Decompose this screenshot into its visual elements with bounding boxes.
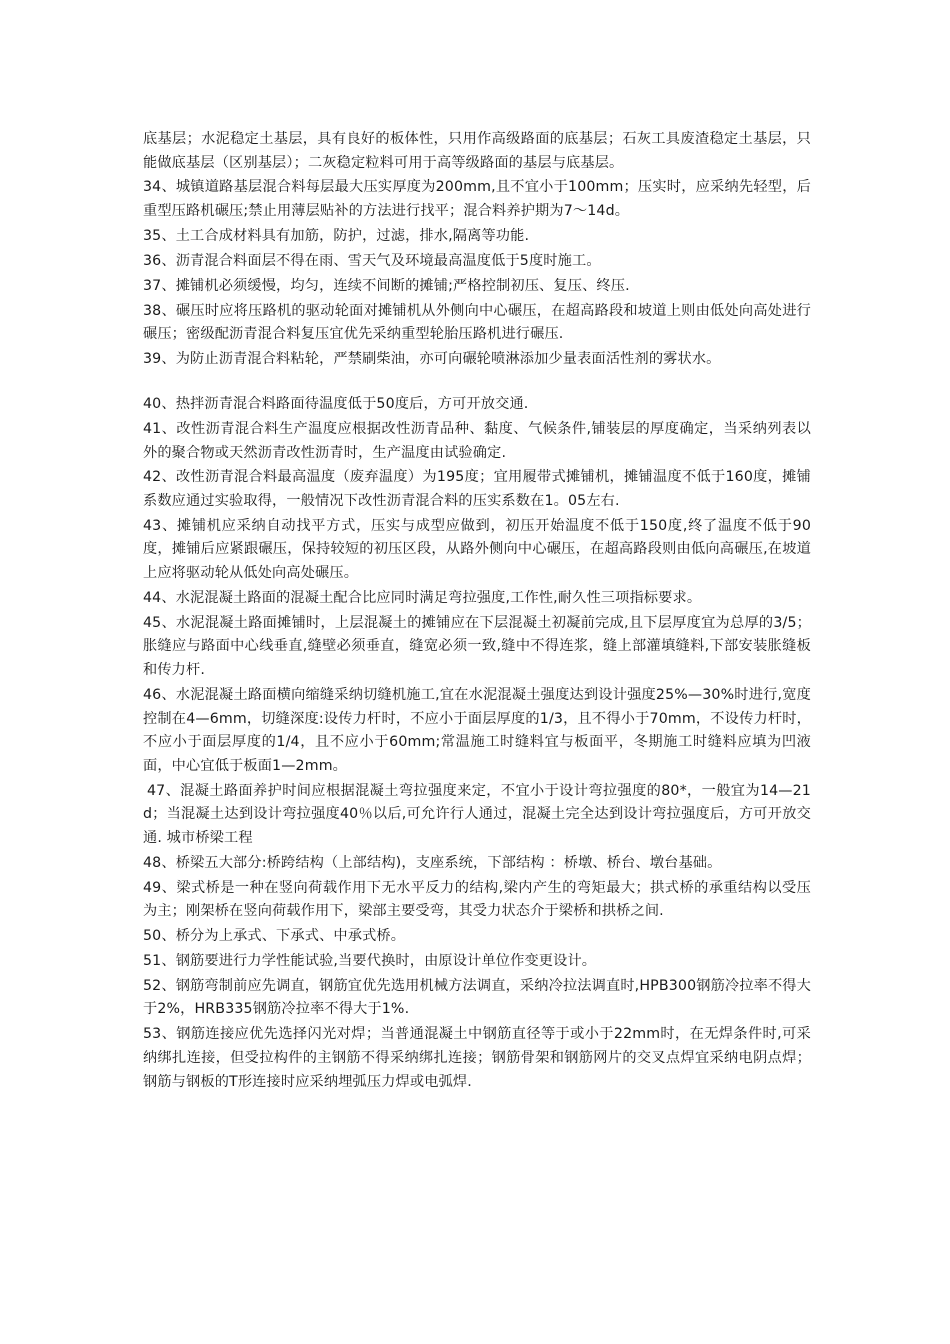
paragraph-item-41: 41、改性沥青混合料生产温度应根据改性沥青品种、黏度、气候条件,铺装层的厚度确定，当采纳列表以外的聚合物或天然沥青改性沥青时，生产温度由试验确定.: [143, 420, 811, 461]
paragraph-item-47: 47、混凝土路面养护时间应根据混凝土弯拉强度来定，不宜小于设计弯拉强度的80*，一般宜为14—21d；当混凝土达到设计弯拉强度40％以后,可允许行人通过，混凝土完全达到设计弯拉强度后，方可开放交通. 城市桥梁工程: [143, 782, 811, 846]
paragraph-item-49: 49、梁式桥是一种在竖向荷载作用下无水平反力的结构,梁内产生的弯矩最大；拱式桥的承重结构以受压为主；刚架桥在竖向荷载作用下，梁部主要受弯，其受力状态介于梁桥和拱桥之间.: [143, 879, 811, 920]
paragraph-item-43: 43、摊铺机应采纳自动找平方式，压实与成型应做到，初压开始温度不低于150度,终了温度不低于90度，摊铺后应紧跟碾压，保持较短的初压区段，从路外侧向中心碾压，在超高路段则由低向高碾压,在坡道上应将驱动轮从低处向高处碾压。: [143, 517, 811, 582]
paragraph-item-45: 45、水泥混凝土路面摊铺时，上层混凝土的摊铺应在下层混凝土初凝前完成,且下层厚度宜为总厚的3/5；胀缝应与路面中心线垂直,缝壁必须垂直，缝宽必须一致,缝中不得连浆，缝上部灌填缝料,下部安装胀缝板和传力杆.: [143, 614, 811, 679]
paragraph-item-48: 48、桥梁五大部分:桥跨结构（上部结构)，支座系统，下部结构 ：桥墩、桥台、墩台基础。: [143, 854, 722, 871]
paragraph-item-35: 35、土工合成材料具有加筋，防护，过滤，排水,隔离等功能.: [143, 227, 530, 244]
paragraph-item-52: 52、钢筋弯制前应先调直，钢筋宜优先选用机械方法调直，采纳冷拉法调直时,HPB300钢筋冷拉率不得大于2%，HRB335钢筋冷拉率不得大于1%.: [143, 977, 811, 1018]
paragraph-item-38: 38、碾压时应将压路机的驱动轮面对摊铺机从外侧向中心碾压，在超高路段和坡道上则由低处向高处进行碾压；密级配沥青混合料复压宜优先采纳重型轮胎压路机进行碾压.: [143, 302, 811, 343]
paragraph-item-44: 44、水泥混凝土路面的混凝土配合比应同时满足弯拉强度,工作性,耐久性三项指标要求。: [143, 589, 702, 606]
paragraph-continuation: 底基层；水泥稳定土基层，具有良好的板体性，只用作高级路面的底基层；石灰工具废渣稳定土基层，只能做底基层（区别基层）；二灰稳定粒料可用于高等级路面的基层与底基层。: [143, 131, 811, 171]
paragraph-spacer: [143, 373, 811, 393]
paragraph-item-46: 46、水泥混凝土路面横向缩缝采纳切缝机施工,宜在水泥混凝土强度达到设计强度25%—30%时进行,宽度控制在4—6mm，切缝深度:设传力杆时，不应小于面层厚度的1/3，且不得小于70mm，不设传力杆时，不应小于面层厚度的1/4，且不应小于60mm;常温施工时缝料宜与板面平，冬期施工时缝料应填为凹液面，中心宜低于板面1—2mm。: [143, 686, 811, 774]
paragraph-item-42: 42、改性沥青混合料最高温度（废弃温度）为195度；宜用履带式摊铺机，摊铺温度不低于160度，摊铺系数应通过实验取得，一般情况下改性沥青混合料的压实系数在1。05左右.: [143, 469, 811, 509]
paragraph-item-34: 34、城镇道路基层混合料每层最大压实厚度为200mm,且不宜小于100mm；压实时，应采纳先轻型，后重型压路机碾压;禁止用薄层贴补的方法进行找平；混合料养护期为7～14d。: [143, 179, 811, 220]
paragraph-item-37: 37、摊铺机必须缓慢，均匀，连续不间断的摊铺;严格控制初压、复压、终压.: [143, 277, 630, 294]
paragraph-item-53: 53、钢筋连接应优先选择闪光对焊；当普通混凝土中钢筋直径等于或小于22mm时，在无焊条件时,可采纳绑扎连接，但受拉构件的主钢筋不得采纳绑扎连接；钢筋骨架和钢筋网片的交叉点焊宜采纳电阴点焊；钢筋与钢板的T形连接时应采纳埋弧压力焊或电弧焊.: [143, 1026, 811, 1090]
document-page: [143, 128, 811, 1095]
paragraph-item-39: 39、为防止沥青混合料粘轮，严禁刷柴油，亦可向碾轮喷淋添加少量表面活性剂的雾状水。: [143, 351, 721, 368]
paragraph-item-40: 40、热拌沥青混合料路面待温度低于50度后，方可开放交通.: [143, 396, 529, 413]
paragraph-item-36: 36、沥青混合料面层不得在雨、雪天气及环境最高温度低于5度时施工。: [143, 252, 601, 269]
paragraph-item-50: 50、桥分为上承式、下承式、中承式桥。: [143, 928, 406, 945]
paragraph-item-51: 51、钢筋要进行力学性能试验,当要代换时，由原设计单位作变更设计。: [143, 952, 597, 969]
